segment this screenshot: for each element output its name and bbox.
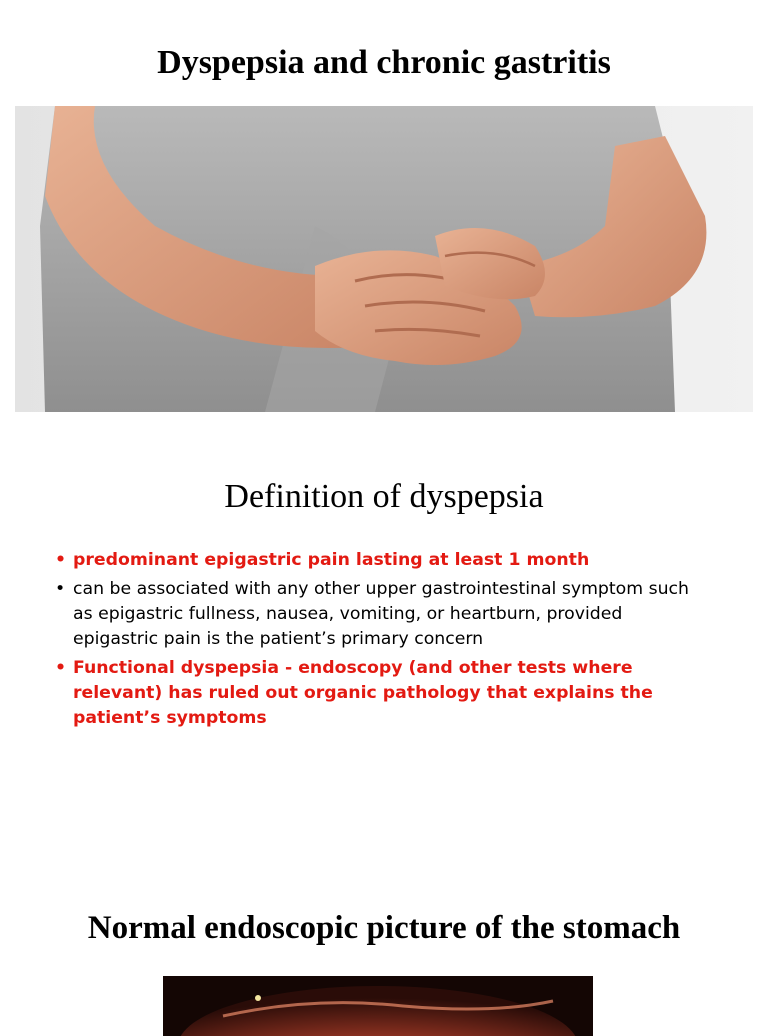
section-title-definition: Definition of dyspepsia <box>224 478 544 515</box>
section-title-endoscopy: Normal endoscopic picture of the stomach <box>87 910 681 946</box>
stomach-pain-photo <box>15 106 753 412</box>
bullet-item: • can be associated with any other upper gastrointestinal symptom such as epigastric fullness, nausea, vomiting, or heartburn, provided epigastric pain is the patient’s primary concern <box>55 577 705 652</box>
definition-bullet-list <box>55 548 705 735</box>
bullet-item: • Functional dyspepsia - endoscopy (and other tests where relevant) has ruled out organic pathology that explains the patient’s symptoms <box>55 656 705 731</box>
page-title: Dyspepsia and chronic gastritis <box>157 44 611 81</box>
endoscopy-photo <box>163 976 593 1036</box>
bullet-item: • predominant epigastric pain lasting at least 1 month <box>55 548 705 573</box>
